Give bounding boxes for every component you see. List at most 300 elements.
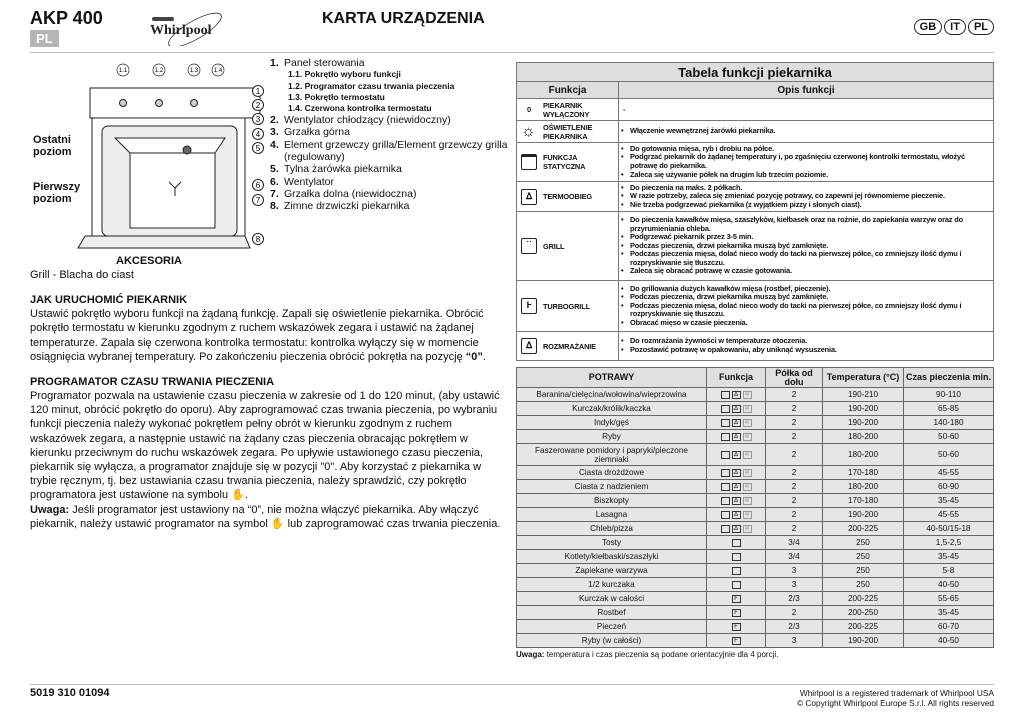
- function-row: [517, 332, 994, 361]
- function-desc-item: • Do gotowania mięsa, ryb i drobiu na półce.: [621, 145, 991, 154]
- temperature-cell: 250: [823, 536, 904, 550]
- part-label: Zimne drzwiczki piekarnika: [284, 200, 410, 213]
- shelf-cell: 2: [766, 494, 823, 508]
- function-desc: -: [623, 105, 626, 114]
- shelf-cell: 2: [766, 402, 823, 416]
- turbogrill-icon: Ⱶ: [732, 637, 741, 645]
- function-desc-item: • Włączenie wewnętrznej żarówki piekarnika.: [621, 127, 991, 136]
- function-name-wrap: [517, 153, 618, 171]
- callout-1-2: 1.2: [154, 68, 164, 74]
- time-cell: 90-110: [904, 388, 994, 402]
- shelf-cell: 2: [766, 606, 823, 620]
- document-code: 5019 310 01094: [30, 687, 110, 699]
- start-zero: “0”: [465, 350, 483, 363]
- cooking-row: [517, 564, 994, 578]
- part-number: 7.: [270, 187, 279, 200]
- time-cell: 50-60: [904, 430, 994, 444]
- function-name: ROZMRAŻANIE: [543, 341, 596, 351]
- function-cell: [517, 99, 619, 121]
- function-desc-item: • Podgrzewać piekarnik przez 3-5 min.: [621, 233, 991, 242]
- dish-cell: Kotlety/kiełbaski/szaszłyki: [517, 550, 707, 564]
- function-icons-cell: [707, 494, 766, 508]
- function-desc-list: [619, 126, 993, 137]
- function-desc-item: • Podczas pieczenia mięsa, dolać nieco wody do tacki na pierwszej półce, co zmniejszy ilość dymu i rozpryskiwanie się tłuszczu.: [621, 302, 991, 319]
- cooking-row: [517, 402, 994, 416]
- part-item: [270, 126, 510, 139]
- time-cell: 50-60: [904, 444, 994, 466]
- dish-cell: Ciasta z nadzieniem: [517, 480, 707, 494]
- function-desc-item: • Zaleca się używanie półek na drugim lub trzecim poziomie.: [621, 171, 991, 180]
- static-icon: [721, 497, 730, 505]
- callout-4: 4: [255, 130, 261, 139]
- temperature-cell: 190-200: [823, 508, 904, 522]
- callout-6: 6: [255, 181, 261, 190]
- part-number: 1.: [270, 57, 279, 69]
- dish-cell: Pieczeń: [517, 620, 707, 634]
- fan-grey-icon: ✲: [744, 525, 750, 532]
- fan-grey-icon: ✲: [744, 511, 750, 518]
- shelf-cell: 2/3: [766, 592, 823, 606]
- temperature-cell: 190-200: [823, 416, 904, 430]
- part-label: Grzałka górna: [284, 126, 350, 139]
- col-function: Funkcja: [517, 82, 619, 99]
- label-first-level: Pierwszy poziom: [33, 181, 81, 205]
- timer-body: Programator pozwala na ustawienie czasu pieczenia w zakresie od 1 do 120 minut, (aby ustawić 120 minut, obrócić pokrętło do oporu). Aby zaprogramować czas trwania pieczenia, po wybraniu funkcji pieczenia należy wykonać pokrętłem pełny obrót w kierunku zgodnym z ruchem wskazówek zegara, a następnie ustawić na żądany czas pieczenia obracając pokrętłem w kierunku przeciwnym do ruchu wskazówek zegara. Po upływie ustawionego czasu pieczenia, piekarnik się wyłącza, a programator znajduje się w pozycji "0". Aby korzystać z piekarnika w trybie ręcznym, tj. bez ustawiania czasu trwania pieczenia, należy sprawdzić, czy pokrętło programatora jest ustawione na symbolu: [30, 390, 500, 502]
- oven-diagram: [60, 58, 270, 253]
- shelf-cell: 2: [766, 416, 823, 430]
- whirlpool-logo: [140, 12, 240, 46]
- part-subnumber: 1.2.: [288, 80, 303, 91]
- callout-2: 2: [255, 101, 261, 110]
- accessories-section: [30, 255, 510, 282]
- function-icons-cell: [707, 402, 766, 416]
- fan-icon: ᐃ: [732, 419, 741, 427]
- temperature-cell: 170-180: [823, 466, 904, 480]
- turbogrill-icon: Ⱶ: [732, 595, 741, 603]
- model-name: AKP 400: [30, 8, 103, 28]
- callout-8: 8: [255, 235, 261, 244]
- col-time: Czas pieczenia min.: [904, 368, 994, 388]
- timer-text: Programator pozwala na ustawienie czasu pieczenia w zakresie od 1 do 120 minut, (aby ustawić 120 minut, obrócić pokrętło do oporu). Aby zaprogramować czas trwania pieczenia, po wybraniu funkcji pieczenia należy wykonać pokrętłem pełny obrót w kierunku zgodnym z ruchem wskazówek zegara, a następnie ustawić na żądany czas pieczenia obracając pokrętłem w kierunku przeciwnym do ruchu wskazówek zegara. Po upływie ustawionego czasu pieczenia, piekarnik się wyłącza, a programator znajduje się w pozycji "0". Aby korzystać z piekarnika w trybie ręcznym, tj. bez ustawiania czasu trwania pieczenia, należy sprawdzić, czy pokrętło programatora jest ustawione na symbolu ✋. Uwaga: Jeśli programator jest ustawiony na “0”, nie można włączyć piekarnika. Aby włączyć piekarnik, należy ustawić programator na symbol ✋ lub zaprogramować czas trwania pieczenia.: [30, 390, 501, 530]
- grill-icon: ˙˙: [732, 581, 741, 589]
- dish-cell: Ryby (w całości): [517, 634, 707, 648]
- part-number: 4.: [270, 138, 279, 151]
- col-dish: POTRAWY: [517, 368, 707, 388]
- part-subitem: [270, 69, 510, 80]
- cooking-row: [517, 620, 994, 634]
- dish-cell: 1/2 kurczaka: [517, 578, 707, 592]
- part-sublabel: Pokrętło termostatu: [304, 91, 385, 102]
- shelf-cell: 2/3: [766, 620, 823, 634]
- function-desc-item: • Pozostawić potrawę w opakowaniu, aby uniknąć wysuszenia.: [621, 346, 991, 355]
- dish-cell: Baranina/cielęcina/wołowina/wieprzowina: [517, 388, 707, 402]
- function-desc-cell: [619, 143, 994, 182]
- language-flags: [914, 19, 994, 35]
- static-icon: [721, 525, 730, 533]
- temperature-cell: 200-225: [823, 522, 904, 536]
- cooking-row: [517, 634, 994, 648]
- function-desc-item: • Nie trzeba podgrzewać piekarnika (z wyjątkiem pizzy i słonych ciast).: [621, 201, 991, 210]
- function-table-title: Tabela funkcji piekarnika: [517, 63, 994, 82]
- fan-grey-icon: ✲: [744, 497, 750, 504]
- dish-cell: Chleb/pizza: [517, 522, 707, 536]
- callout-5: 5: [255, 144, 261, 153]
- fan-icon: ᐃ: [732, 405, 741, 413]
- static-icon: [721, 405, 730, 413]
- function-desc-item: • Podgrzać piekarnik do żądanej temperatury i, po zgaśnięciu czerwonej kontrolki termostatu, włożyć potrawę do piekarnika.: [621, 153, 991, 170]
- dish-cell: Lasagna: [517, 508, 707, 522]
- static-icon: [721, 419, 730, 427]
- function-row: [517, 212, 994, 281]
- function-icons-cell: [707, 592, 766, 606]
- grill-icon: ˙˙: [732, 567, 741, 575]
- dish-cell: Tosty: [517, 536, 707, 550]
- function-cell: [517, 121, 619, 143]
- function-desc-list: [619, 284, 993, 329]
- callout-1: 1: [255, 87, 261, 96]
- temperature-cell: 180-200: [823, 480, 904, 494]
- part-sublabel: Programator czasu trwania pieczenia: [304, 80, 455, 91]
- fan-icon: ᐃ: [732, 511, 741, 519]
- function-desc-cell: [619, 182, 994, 212]
- label-top-level: Ostatni poziom: [33, 134, 72, 158]
- dish-cell: Rostbef: [517, 606, 707, 620]
- part-item: [270, 114, 510, 127]
- dish-cell: Kurczak/królik/kaczka: [517, 402, 707, 416]
- function-name-wrap: [517, 123, 618, 141]
- function-cell: [517, 182, 619, 212]
- function-cell: [517, 212, 619, 281]
- svg-text:Whirlpool: Whirlpool: [150, 23, 212, 38]
- static-icon: [721, 391, 730, 399]
- function-name: TERMOOBIEG: [543, 192, 593, 201]
- function-desc-cell: [619, 121, 994, 143]
- function-icons-cell: [707, 564, 766, 578]
- function-desc-item: • Podczas pieczenia, drzwi piekarnika muszą być zamknięte.: [621, 242, 991, 251]
- part-subnumber: 1.3.: [288, 91, 303, 102]
- footer-divider: [30, 684, 994, 685]
- function-desc-item: • Podczas pieczenia, drzwi piekarnika muszą być zamknięte.: [621, 293, 991, 302]
- function-name-wrap: [517, 101, 618, 119]
- fan-icon: ᐃ: [732, 469, 741, 477]
- fan-grey-icon: ✲: [744, 419, 750, 426]
- function-desc-cell: [619, 281, 994, 332]
- hand-icon: ✋: [270, 517, 285, 530]
- time-cell: 60-90: [904, 480, 994, 494]
- part-item: [270, 200, 510, 213]
- function-row: [517, 182, 994, 212]
- part-subnumber: 1.4.: [288, 102, 303, 113]
- function-name: PIEKARNIK WYŁĄCZONY: [543, 100, 590, 119]
- temperature-cell: 250: [823, 550, 904, 564]
- function-icons-cell: [707, 416, 766, 430]
- accessories-text: Grill - Blacha do ciast: [30, 269, 134, 281]
- part-subitem: [270, 92, 510, 103]
- temperature-cell: 190-210: [823, 388, 904, 402]
- part-subitem: [270, 103, 510, 114]
- cooking-note-text: temperatura i czas pieczenia są podane orientacyjnie dla 4 porcji.: [544, 650, 779, 659]
- part-subitem: [270, 81, 510, 92]
- shelf-cell: 2: [766, 430, 823, 444]
- timer-note-label: Uwaga:: [30, 503, 70, 516]
- temperature-cell: 250: [823, 564, 904, 578]
- cooking-row: [517, 480, 994, 494]
- fan-grey-icon: ✲: [744, 451, 750, 458]
- left-column: [30, 255, 510, 543]
- temperature-cell: 190-200: [823, 634, 904, 648]
- function-desc-cell: [619, 212, 994, 281]
- cooking-table: [516, 367, 994, 648]
- language-badge: PL: [30, 30, 59, 47]
- function-icons-cell: [707, 480, 766, 494]
- cooking-row: [517, 430, 994, 444]
- document-title: KARTA URZĄDZENIA: [322, 10, 485, 27]
- shelf-cell: 3/4: [766, 536, 823, 550]
- function-cell: [517, 281, 619, 332]
- function-row: [517, 281, 994, 332]
- shelf-cell: 3: [766, 578, 823, 592]
- dish-cell: Zapiekane warzywa: [517, 564, 707, 578]
- part-sublabel: Czerwona kontrolka termostatu: [304, 102, 432, 113]
- function-icons-cell: [707, 508, 766, 522]
- fan-grey-icon: ✲: [744, 483, 750, 490]
- temperature-cell: 180-200: [823, 430, 904, 444]
- shelf-cell: 2: [766, 480, 823, 494]
- function-desc-item: • Obracać mięso w czasie pieczenia.: [621, 319, 991, 328]
- time-cell: 45-55: [904, 508, 994, 522]
- shelf-cell: 2: [766, 466, 823, 480]
- cooking-row: [517, 522, 994, 536]
- col-function: Funkcja: [707, 368, 766, 388]
- dish-cell: Kurczak w całości: [517, 592, 707, 606]
- static-icon: [721, 433, 730, 441]
- fan-icon: ᐃ: [732, 433, 741, 441]
- lang-it: IT: [944, 19, 966, 35]
- time-cell: 45-55: [904, 466, 994, 480]
- function-desc-list: [619, 215, 993, 277]
- temperature-cell: 200-225: [823, 592, 904, 606]
- callout-3: 3: [255, 115, 261, 124]
- function-icons-cell: [707, 578, 766, 592]
- part-label: Tylna żarówka piekarnika: [284, 163, 402, 176]
- function-icons-cell: [707, 550, 766, 564]
- cooking-row: [517, 466, 994, 480]
- start-body: Ustawić pokrętło wyboru funkcji na żądaną funkcję. Zapali się oświetlenie piekarnika. Obrócić pokrętło termostatu w kierunku zgodnym z ruchem wskazówek zegara i ustawić na żądanej temperaturze. Zapala się czerwona kontrolka termostatu: kontrolka wyłączy się w momencie osiągnięcia wybranej temperatury. Po zakończeniu pieczenia obrócić pokrętła na pozycję: [30, 308, 484, 363]
- shelf-cell: 2: [766, 388, 823, 402]
- temperature-cell: 170-180: [823, 494, 904, 508]
- col-description: Opis funkcji: [619, 82, 994, 99]
- light-icon: ☼: [521, 122, 536, 140]
- lang-pl: PL: [968, 19, 994, 35]
- function-name: FUNKCJA STATYCZNA: [543, 153, 586, 171]
- function-row: [517, 99, 994, 121]
- function-desc-cell: [619, 99, 994, 121]
- function-icons-cell: [707, 444, 766, 466]
- function-name: GRILL: [543, 241, 565, 251]
- time-cell: 40-50/15-18: [904, 522, 994, 536]
- static-icon: [521, 154, 537, 170]
- part-item: [270, 57, 510, 69]
- shelf-cell: 3/4: [766, 550, 823, 564]
- part-sublabel: Pokrętło wyboru funkcji: [304, 69, 401, 80]
- function-name-wrap: [517, 298, 618, 314]
- static-icon: [721, 451, 730, 459]
- header-divider: [30, 52, 994, 53]
- timer-title: PROGRAMATOR CZASU TRWANIA PIECZENIA: [30, 376, 275, 389]
- start-section: [30, 294, 510, 364]
- function-icons-cell: [707, 466, 766, 480]
- time-cell: 5-8: [904, 564, 994, 578]
- function-desc-item: • Do pieczenia na maks. 2 półkach.: [621, 184, 991, 193]
- fan-icon: ᐃ: [732, 497, 741, 505]
- function-name-wrap: [517, 338, 618, 354]
- function-name-wrap: [517, 189, 618, 205]
- cooking-note: [516, 650, 994, 660]
- part-label: Element grzewczy grilla/Element grzewczy grilla (regulowany): [284, 138, 508, 163]
- function-name: TURBOGRILL: [543, 301, 590, 311]
- cooking-row: [517, 550, 994, 564]
- function-desc-item: • Do rozmrażania żywności w temperaturze otoczenia.: [621, 337, 991, 346]
- cooking-row: [517, 592, 994, 606]
- shelf-cell: 2: [766, 508, 823, 522]
- function-desc-cell: [619, 332, 994, 361]
- callout-7: 7: [255, 196, 261, 205]
- fan-grey-icon: ✲: [744, 405, 750, 412]
- function-desc-item: • Podczas pieczenia mięsa, dolać nieco wody do tacki na pierwszej półce, co zmniejszy ilość dymu i rozpryskiwanie się tłuszczu.: [621, 250, 991, 267]
- dish-cell: Ryby: [517, 430, 707, 444]
- function-name: OŚWIETLENIE PIEKARNIKA: [543, 122, 593, 141]
- turbogrill-icon: Ⱶ: [521, 298, 537, 314]
- dish-cell: Ciasta drożdżowe: [517, 466, 707, 480]
- grill-icon: ˙˙: [521, 238, 537, 254]
- function-icons-cell: [707, 620, 766, 634]
- fan-icon: ᐃ: [732, 391, 741, 399]
- function-row: [517, 121, 994, 143]
- time-cell: 35-45: [904, 606, 994, 620]
- part-label: Panel sterowania: [284, 57, 365, 69]
- function-desc-item: • W razie potrzeby, zaleca się zmieniać pozycję potrawy, co zapewni jej równomierne pieczenie.: [621, 192, 991, 201]
- start-end: .: [482, 350, 486, 363]
- hand-icon: ✋: [231, 489, 245, 502]
- fan-grey-icon: ✲: [744, 469, 750, 476]
- part-number: 2.: [270, 114, 279, 127]
- function-desc-list: [619, 336, 993, 355]
- callout-1-4: 1.4: [213, 68, 223, 74]
- time-cell: 40-50: [904, 578, 994, 592]
- static-icon: [721, 469, 730, 477]
- accessories-title: AKCESORIA: [116, 255, 183, 267]
- fan-grey-icon: ✲: [744, 391, 750, 398]
- function-table: [516, 62, 994, 361]
- temperature-cell: 250: [823, 578, 904, 592]
- part-item: [270, 187, 510, 200]
- static-icon: [721, 511, 730, 519]
- temperature-cell: 200-225: [823, 620, 904, 634]
- function-desc-item: • Zaleca się obracać potrawę w czasie gotowania.: [621, 267, 991, 276]
- cooking-note-label: Uwaga:: [516, 650, 545, 659]
- part-subnumber: 1.1.: [288, 69, 303, 80]
- time-cell: 35-45: [904, 550, 994, 564]
- dish-cell: Biszkopty: [517, 494, 707, 508]
- temperature-cell: 200-250: [823, 606, 904, 620]
- shelf-cell: 3: [766, 634, 823, 648]
- function-cell: [517, 332, 619, 361]
- right-column: [516, 62, 994, 660]
- function-icons-cell: [707, 634, 766, 648]
- shelf-cell: 2: [766, 522, 823, 536]
- cooking-row: [517, 578, 994, 592]
- function-cell: [517, 143, 619, 182]
- turbogrill-icon: Ⱶ: [732, 623, 741, 631]
- fan-icon: ᐃ: [732, 525, 741, 533]
- time-cell: 1,5-2,5: [904, 536, 994, 550]
- part-item: [270, 175, 510, 188]
- copyright: [797, 688, 994, 708]
- fan-icon: ᐃ: [732, 451, 741, 459]
- part-number: 5.: [270, 163, 279, 176]
- copyright-text: © Copyright Whirlpool Europe S.r.l. All rights reserved: [796, 698, 994, 708]
- dish-cell: Indyk/gęś: [517, 416, 707, 430]
- temperature-cell: 180-200: [823, 444, 904, 466]
- col-shelf: Półka od dołu: [766, 368, 823, 388]
- grill-icon: ˙˙: [732, 539, 741, 547]
- dish-cell: Faszerowane pomidory i papryki/pieczone ziemniaki: [517, 444, 707, 466]
- trademark-text: Whirlpool is a registered trademark of Whirlpool USA: [799, 688, 994, 698]
- shelf-cell: 2: [766, 444, 823, 466]
- defrost-icon: ᐃ: [521, 338, 537, 354]
- part-item: [270, 163, 510, 176]
- timer-note: Jeśli programator jest ustawiony na “0”, nie można włączyć piekarnika. Aby włączyć piekarnik, należy ustawić programator na symbol: [30, 503, 479, 530]
- cooking-row: [517, 508, 994, 522]
- part-label: Grzałka dolna (niewidoczna): [284, 187, 417, 200]
- timer-section: [30, 376, 510, 531]
- 0-icon: 0: [527, 105, 531, 114]
- function-desc-list: [619, 144, 993, 180]
- time-cell: 65-85: [904, 402, 994, 416]
- function-icons-cell: [707, 522, 766, 536]
- turbogrill-icon: Ⱶ: [732, 609, 741, 617]
- function-icons-cell: [707, 536, 766, 550]
- part-number: 6.: [270, 175, 279, 188]
- part-label: Wentylator: [284, 175, 334, 188]
- cooking-row: [517, 444, 994, 466]
- cooking-row: [517, 416, 994, 430]
- function-name-wrap: [517, 238, 618, 254]
- timer-note-end: lub zaprogramować czas trwania pieczenia.: [287, 517, 501, 530]
- part-label: Wentylator chłodzący (niewidoczny): [284, 114, 451, 127]
- fan-icon: ᐃ: [732, 483, 741, 491]
- start-text: [30, 307, 510, 364]
- cooking-row: [517, 494, 994, 508]
- time-cell: 55-65: [904, 592, 994, 606]
- col-temperature: Temperatura (°C): [823, 368, 904, 388]
- part-number: 8.: [270, 200, 279, 213]
- function-icons-cell: [707, 606, 766, 620]
- part-item: [270, 138, 510, 164]
- static-icon: [721, 483, 730, 491]
- lang-gb: GB: [914, 19, 943, 35]
- function-desc-item: • Do grillowania dużych kawałków mięsa (rostbef, pieczenie).: [621, 285, 991, 294]
- function-icons-cell: [707, 388, 766, 402]
- cooking-row: [517, 388, 994, 402]
- callout-1-1: 1.1: [118, 68, 128, 74]
- part-number: 3.: [270, 126, 279, 139]
- fan-icon: ᐃ: [521, 189, 537, 205]
- cooking-row: [517, 536, 994, 550]
- shelf-cell: 3: [766, 564, 823, 578]
- time-cell: 60-70: [904, 620, 994, 634]
- function-row: [517, 143, 994, 182]
